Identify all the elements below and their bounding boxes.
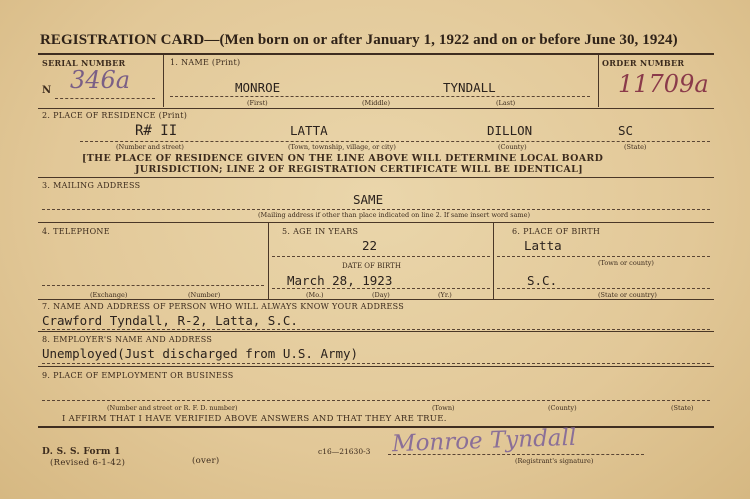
birthplace-state-underline: [497, 288, 710, 289]
divider: [493, 223, 494, 299]
month-caption: (Mo.): [306, 291, 324, 299]
employment-state-caption: (State): [671, 404, 694, 412]
residence-state: SC: [618, 123, 634, 138]
contact-underline: [42, 329, 710, 330]
last-name: TYNDALL: [443, 80, 496, 95]
row-rule: [38, 177, 714, 178]
dob-underline: [272, 288, 490, 289]
name-label: 1. NAME (Print): [170, 58, 241, 67]
serial-prefix: N: [42, 85, 52, 96]
employer-label: 8. EMPLOYER'S NAME AND ADDRESS: [42, 335, 213, 344]
divider: [598, 55, 599, 107]
contact-value: Crawford Tyndall, R-2, Latta, S.C.: [42, 313, 298, 328]
print-code: c16—21630-3: [318, 447, 371, 456]
age-value: 22: [362, 238, 378, 253]
birthplace-label: 6. PLACE OF BIRTH: [512, 227, 601, 236]
mailing-address: SAME: [353, 192, 384, 207]
employment-underline: [42, 400, 710, 401]
employer-underline: [42, 363, 710, 364]
contact-label: 7. NAME AND ADDRESS OF PERSON WHO WILL ALWAYS KNOW YOUR ADDRESS: [42, 302, 405, 311]
telephone-label: 4. TELEPHONE: [42, 227, 110, 236]
signature-caption: (Registrant's signature): [515, 457, 594, 465]
residence-county: DILLON: [487, 123, 533, 138]
residence-label: 2. PLACE OF RESIDENCE (Print): [42, 111, 188, 120]
town-caption: (Town, township, village, or city): [288, 143, 396, 151]
form-revision: (Revised 6-1-42): [50, 458, 126, 468]
row-rule: [38, 366, 714, 367]
mailing-label: 3. MAILING ADDRESS: [42, 181, 141, 190]
telephone-underline: [42, 285, 264, 286]
employment-county-caption: (County): [548, 404, 577, 412]
employment-town-caption: (Town): [432, 404, 455, 412]
serial-number: 346a: [70, 66, 131, 94]
form-id: D. S. S. Form 1: [42, 447, 121, 457]
over-note: (over): [192, 456, 220, 466]
residence-notice-1: [THE PLACE OF RESIDENCE GIVEN ON THE LINE ABOVE WILL DETERMINE LOCAL BOARD: [82, 153, 604, 164]
age-label: 5. AGE IN YEARS: [282, 227, 359, 236]
residence-street: R# II: [135, 123, 178, 139]
age-underline: [272, 256, 490, 257]
registrant-signature: Monroe Tyndall: [391, 424, 577, 458]
day-caption: (Day): [372, 291, 390, 299]
bottom-rule: [38, 426, 714, 428]
county-caption: (County): [498, 143, 527, 151]
residence-underline: [80, 141, 710, 142]
top-rule: [38, 53, 714, 55]
serial-underline: [55, 98, 155, 99]
divider: [163, 55, 164, 107]
row-rule: [38, 222, 714, 223]
birthplace-state-caption: (State or country): [598, 291, 657, 299]
employment-street-caption: (Number and street or R. F. D. number): [107, 404, 238, 412]
order-number: 11709a: [618, 70, 709, 98]
dob-value: March 28, 1923: [287, 273, 393, 288]
birthplace-town-caption: (Town or county): [598, 259, 654, 267]
first-caption: (First): [247, 99, 268, 107]
divider: [268, 223, 269, 299]
middle-caption: (Middle): [362, 99, 391, 107]
number-caption: (Number): [188, 291, 221, 299]
name-underline: [170, 96, 590, 97]
affirmation-text: I AFFIRM THAT I HAVE VERIFIED ABOVE ANSWERS AND THAT THEY ARE TRUE.: [62, 414, 447, 424]
mailing-caption: (Mailing address if other than place indicated on line 2. If same insert word same): [258, 211, 531, 219]
birthplace-town: Latta: [524, 238, 562, 253]
row-rule: [38, 299, 714, 300]
last-caption: (Last): [496, 99, 516, 107]
employer-value: Unemployed(Just discharged from U.S. Army): [42, 346, 359, 361]
row-rule: [38, 331, 714, 332]
exchange-caption: (Exchange): [90, 291, 128, 299]
order-label: ORDER NUMBER: [602, 58, 685, 68]
employment-label: 9. PLACE OF EMPLOYMENT OR BUSINESS: [42, 371, 234, 380]
serial-label: SERIAL NUMBER: [42, 58, 126, 68]
mailing-underline: [42, 209, 710, 210]
residence-notice-2: JURISDICTION; LINE 2 OF REGISTRATION CERTIFICATE WILL BE IDENTICAL]: [135, 164, 583, 175]
residence-town: LATTA: [290, 123, 328, 138]
year-caption: (Yr.): [438, 291, 452, 299]
dob-label: DATE OF BIRTH: [342, 262, 401, 270]
street-caption: (Number and street): [116, 143, 184, 151]
birthplace-state: S.C.: [527, 273, 558, 288]
birthplace-underline: [497, 256, 710, 257]
state-caption: (State): [624, 143, 647, 151]
signature-underline: [388, 454, 644, 455]
card-title: REGISTRATION CARD—(Men born on or after January 1, 1922 and on or before June 30, 1924): [40, 32, 678, 48]
first-name: MONROE: [235, 80, 281, 95]
row-rule: [38, 108, 714, 109]
